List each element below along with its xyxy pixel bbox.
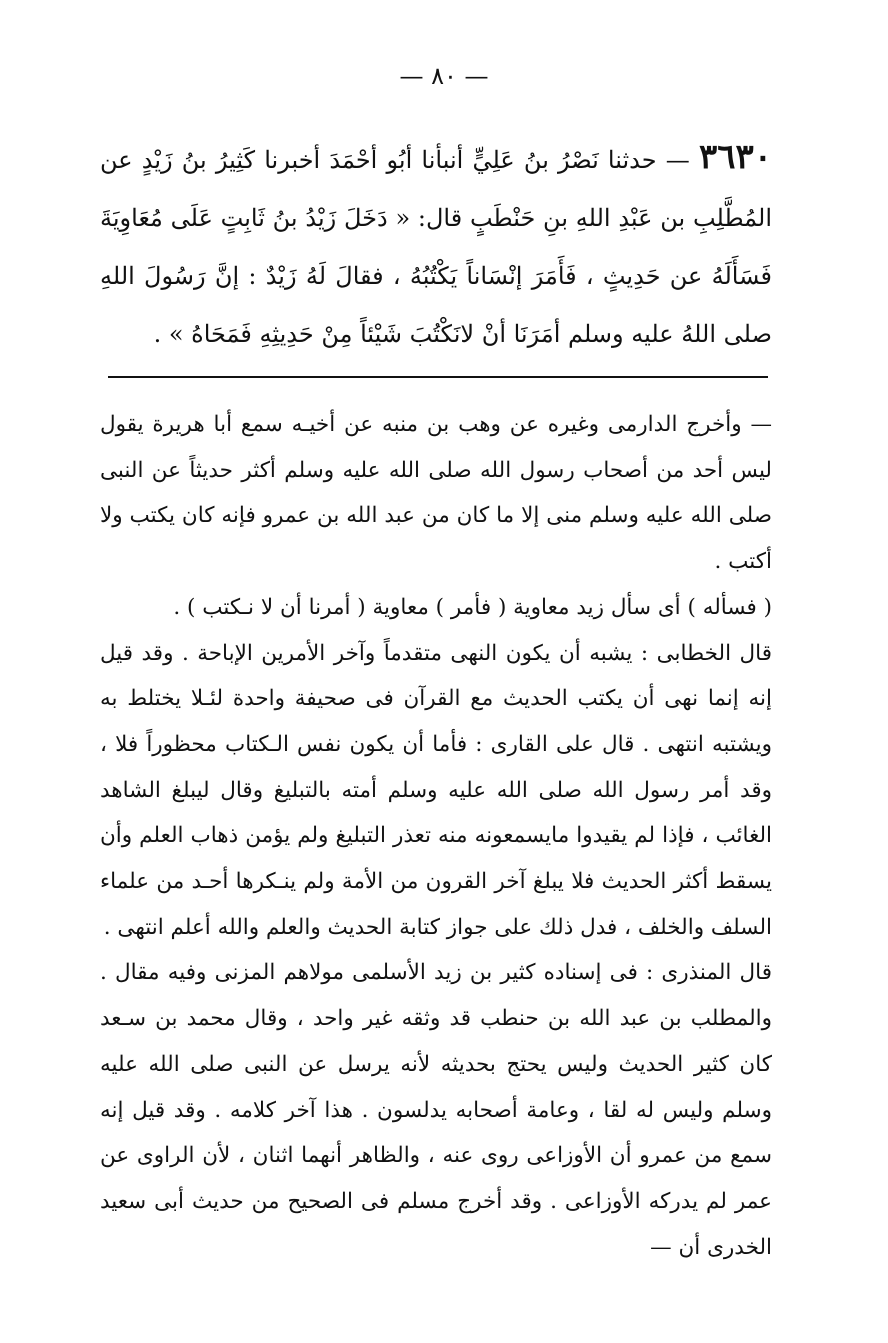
commentary-paragraph: قال الخطابى : يشبه أن يكون النهى متقدماً وآخر الأمرين الإباحة . وقد قيل إنه إنما نهى أن يكتب الحديث مع القرآن فى صحيفة واحدة لئـلا يختلط به ويشتبه انتهى . قال على القارى : فأما أن يكون نفس الـكتاب محظوراً فلا ، وقد أمر رسول الله صلى الله عليه وسلم أمته بالتبليغ وقال ليبلغ الشاهد الغائب ، فإذا لم يقيدوا مايسمعونه منه تعذر التبليغ ولم يؤمن ذهاب العلم وأن يسقط أكثر الحديث فلا يبلغ آخر القرون من الأمة ولم ينـكرها أحـد من علماء السلف والخلف ، فدل ذلك على جواز كتابة الحديث والعلم والله أعلم انتهى . (100, 640, 772, 940)
commentary-block (100, 402, 772, 1270)
commentary-paragraph: قال المنذرى : فى إسناده كثير بن زيد الأسلمى مولاهم المزنى وفيه مقال . والمطلب بن عبد الله بن حنطب قد وثقه غير واحد ، وقال محمد بن سـعد كان كثير الحديث وليس يحتج بحديثه لأنه يرسل عن النبى صلى الله عليه وسلم وليس له لقا ، وعامة أصحابه يدلسون . هذا آخر كلامه . وقد قيل إنه سمع من عمرو أن الأوزاعى روى عنه ، والظاهر أنهما اثنان ، لأن الراوى عن عمر لم يدركه الأوزاعى . وقد أخرج مسلم فى الصحيح من حديث أبى سعيد الخدرى أن — (100, 960, 772, 1260)
hadith-text: — حدثنا نَصْرُ بنُ عَلِيٍّ أنبأنا أبُو أحْمَدَ أخبرنا كَثِيرُ بنُ زَيْدٍ عن المُطَّلِبِ بن عَبْدِ اللهِ بنِ حَنْطَبٍ قال: « دَخَلَ زَيْدُ بنُ ثَابِتٍ عَلَى مُعَاوِيَةَ فَسَأَلَهُ عن حَدِيثٍ ، فَأَمَرَ إنْسَاناً يَكْتُبُهُ ، فقالَ لَهُ زَيْدٌ : إنَّ رَسُولَ اللهِ صلى اللهُ عليه وسلم أمَرَنَا أنْ لانَكْتُبَ شَيْئاً مِنْ حَدِيثِهِ فَمَحَاهُ » . (100, 146, 773, 348)
hadith-number: ٣٦٣٠ (698, 137, 772, 177)
footnote-separator (108, 376, 768, 378)
page-number: — ٨٠ — (399, 62, 489, 90)
commentary-paragraph: — وأخرج الدارمى وغيره عن وهب بن منبه عن أخيـه سمع أبا هريرة يقول ليس أحد من أصحاب رسول الله صلى الله عليه وسلم أكثر حديثاً عن النبى صلى الله عليه وسلم منى إلا ما كان من عبد الله بن عمرو فإنه كان يكتب ولا أكتب . (100, 412, 772, 575)
commentary-paragraph: ( فسأله ) أى سأل زيد معاوية ( فأمر ) معاوية ( أمرنا أن لا نـكتب ) . (173, 594, 772, 620)
hadith-text-block (100, 128, 772, 363)
